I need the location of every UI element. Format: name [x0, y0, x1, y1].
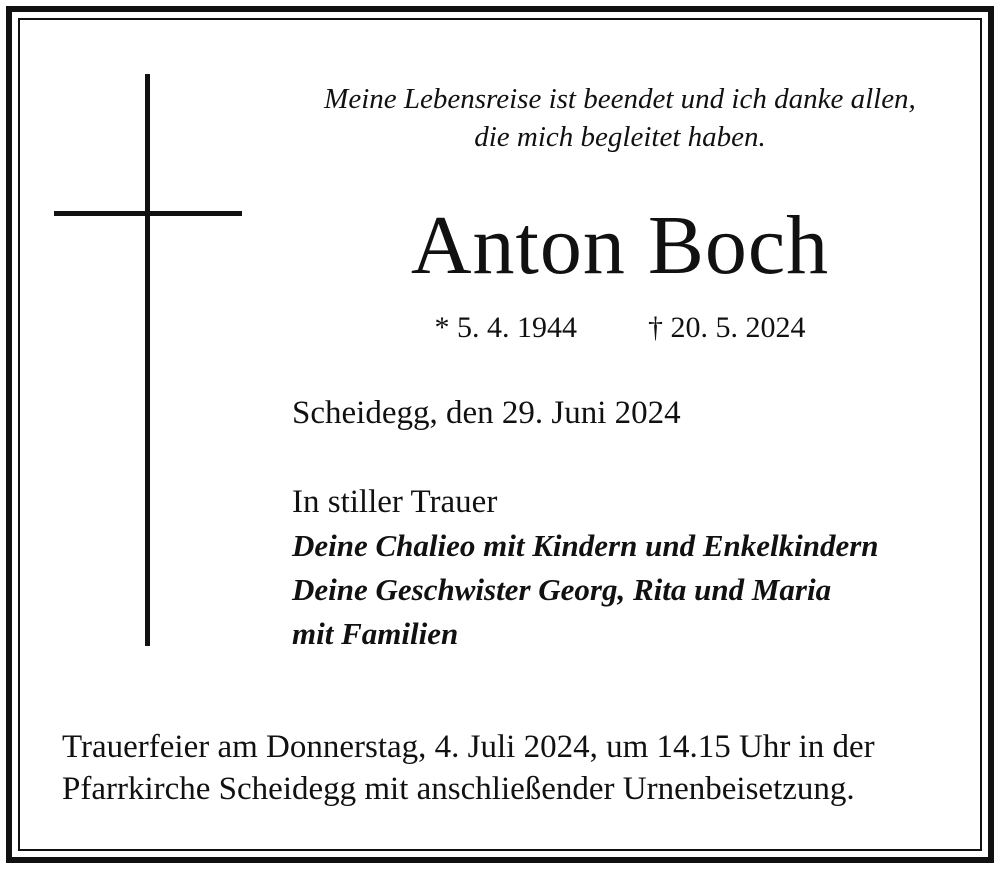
mourner-line-3: mit Familien	[292, 616, 459, 651]
mourners-block	[292, 480, 879, 656]
birth-star-icon: *	[434, 311, 450, 344]
life-dates	[280, 308, 960, 348]
mourner-line-1: Deine Chalieo mit Kindern und Enkelkindern	[292, 528, 879, 563]
cross-horizontal-bar	[54, 211, 242, 216]
ceremony-line-1: Trauerfeier am Donnerstag, 4. Juli 2024, um 14.15 Uhr in der	[62, 729, 875, 765]
motto-line-2: die mich begleitet haben.	[474, 121, 766, 153]
mourner-line-2: Deine Geschwister Georg, Rita und Maria	[292, 572, 832, 607]
mourners-intro: In stiller Trauer	[292, 484, 498, 520]
ceremony-line-2: Pfarrkirche Scheidegg mit anschließender Urnenbeisetzung.	[62, 771, 855, 807]
cross-vertical-bar	[145, 74, 150, 646]
death-dagger-icon: †	[648, 311, 663, 344]
death-date: 20. 5. 2024	[670, 311, 806, 344]
funeral-service-notice	[62, 726, 962, 810]
deceased-name: Anton Boch	[410, 199, 830, 292]
place-and-date: Scheidegg, den 29. Juni 2024	[292, 395, 681, 431]
motto-line-1: Meine Lebensreise ist beendet und ich danke allen,	[324, 83, 916, 115]
motto-quote	[280, 80, 960, 156]
birth-date: 5. 4. 1944	[457, 311, 577, 344]
